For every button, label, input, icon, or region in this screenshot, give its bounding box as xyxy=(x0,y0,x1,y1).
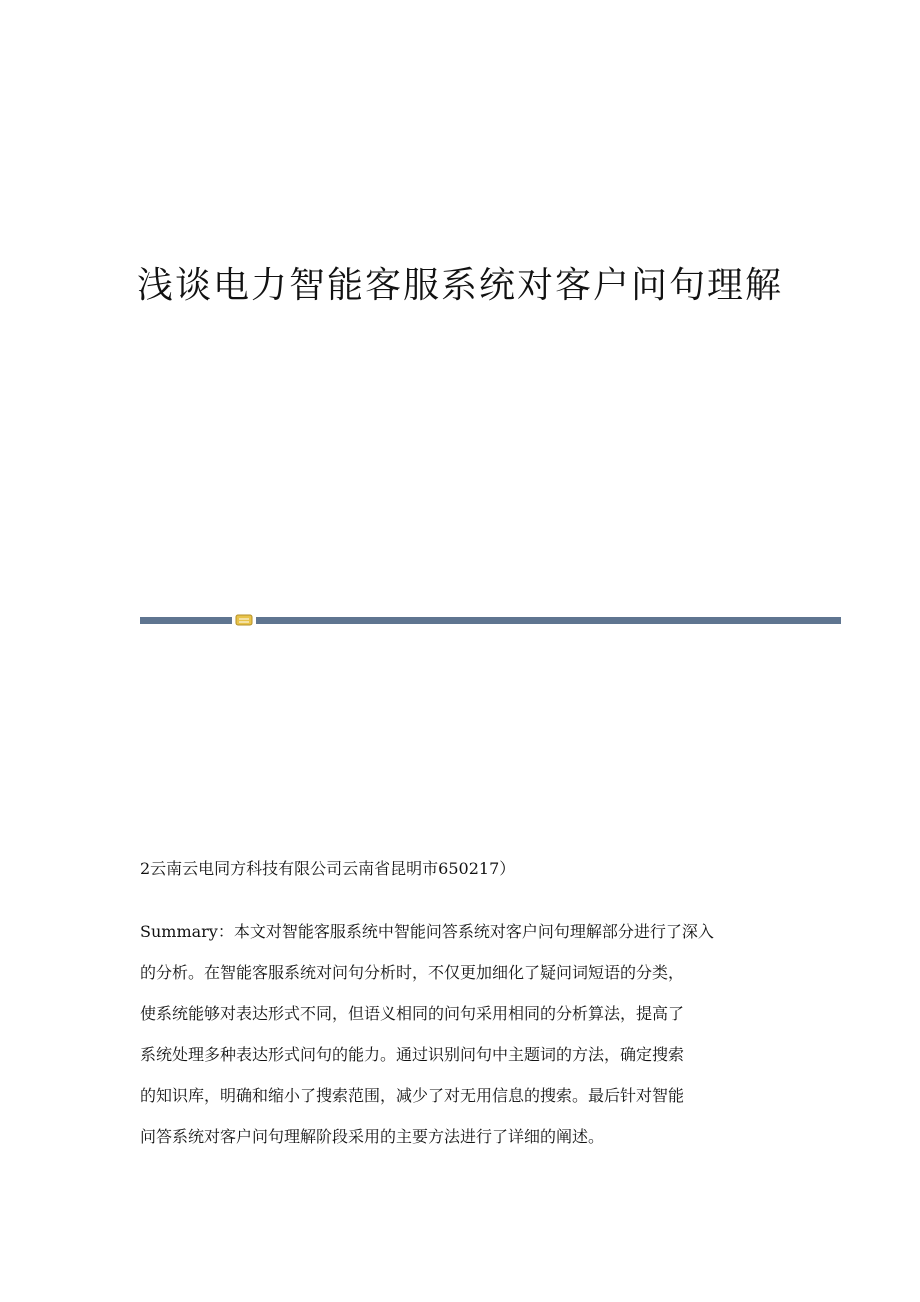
divider-bar-left xyxy=(140,617,232,624)
title-divider xyxy=(140,614,841,626)
summary-line: 系统处理多种表达形式问句的能力。通过识别问句中主题词的方法，确定搜索 xyxy=(140,1045,685,1064)
summary-paragraph xyxy=(140,911,780,1157)
summary-line: 问答系统对客户问句理解阶段采用的主要方法进行了详细的阐述。 xyxy=(140,1127,605,1146)
page-title: 浅谈电力智能客服系统对客户问句理解 xyxy=(136,265,783,306)
summary-line: 的知识库，明确和缩小了搜索范围，减少了对无用信息的搜索。最后针对智能 xyxy=(140,1086,685,1105)
summary-line: Summary：本文对智能客服系统中智能问答系统对客户问句理解部分进行了深入 xyxy=(140,922,714,941)
divider-bar-right xyxy=(256,617,841,624)
summary-line: 使系统能够对表达形式不同，但语义相同的问句采用相同的分析算法，提高了 xyxy=(140,1004,685,1023)
summary-line: 的分析。在智能客服系统对问句分析时，不仅更加细化了疑问词短语的分类， xyxy=(140,963,685,982)
divider-ornament-icon xyxy=(235,614,253,626)
author-affiliation: 2云南云电同方科技有限公司云南省昆明市650217） xyxy=(140,859,516,878)
